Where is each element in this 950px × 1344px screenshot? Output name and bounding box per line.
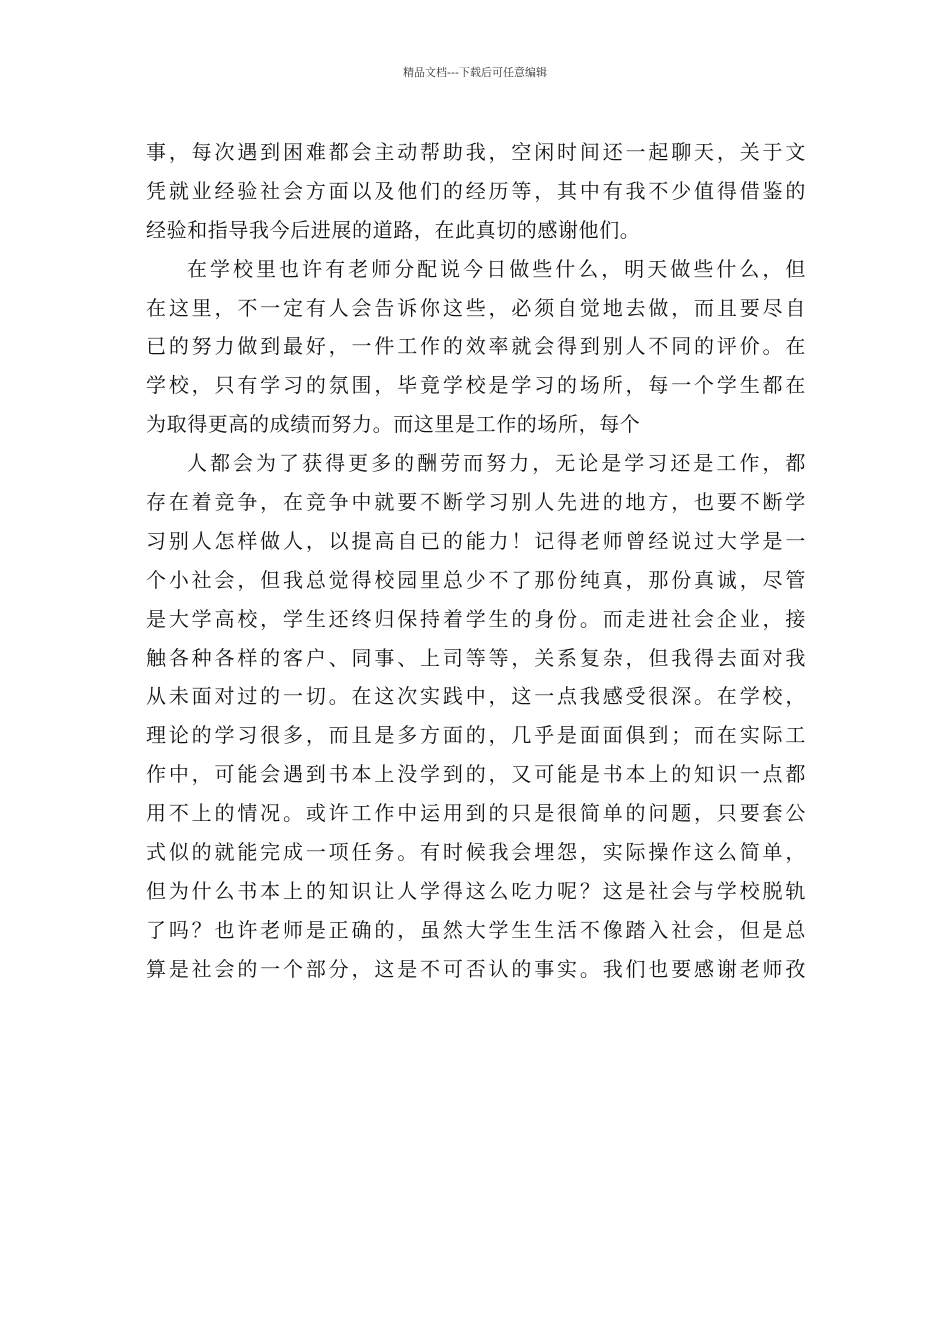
page-header: 精品文档---下载后可任意编辑 bbox=[403, 66, 547, 79]
text-line: 学校，只有学习的氛围，毕竟学校是学习的场所，每一个学生都在 bbox=[146, 373, 806, 398]
text-line: 用不上的情况。或许工作中运用到的只是很简单的问题，只要套公 bbox=[146, 801, 806, 826]
text-line: 了吗？也许老师是正确的，虽然大学生生活不像踏入社会，但是总 bbox=[146, 917, 806, 942]
text-line: 是大学高校，学生还终归保持着学生的身份。而走进社会企业，接 bbox=[146, 606, 806, 631]
text-line: 个小社会，但我总觉得校园里总少不了那份纯真，那份真诚，尽管 bbox=[146, 567, 806, 592]
paragraph-start-line: 人都会为了获得更多的酬劳而努力，无论是学习还是工作，都 bbox=[187, 451, 806, 476]
text-line: 存在着竞争，在竞争中就要不断学习别人先进的地方，也要不断学 bbox=[146, 490, 806, 515]
text-line: 事，每次遇到困难都会主动帮助我，空闲时间还一起聊天，关于文 bbox=[146, 140, 806, 164]
text-line: 但为什么书本上的知识让人学得这么吃力呢？这是社会与学校脱轨 bbox=[146, 878, 806, 903]
text-line: 已的努力做到最好，一件工作的效率就会得到别人不同的评价。在 bbox=[146, 334, 806, 359]
text-line: 为取得更高的成绩而努力。而这里是工作的场所，每个 bbox=[146, 412, 641, 437]
text-line: 式似的就能完成一项任务。有时候我会埋怨，实际操作这么简单， bbox=[146, 840, 806, 865]
text-line: 习别人怎样做人，以提高自已的能力！记得老师曾经说过大学是一 bbox=[146, 528, 806, 553]
text-line: 在这里，不一定有人会告诉你这些，必须自觉地去做，而且要尽自 bbox=[146, 295, 806, 320]
text-line: 作中，可能会遇到书本上没学到的，又可能是书本上的知识一点都 bbox=[146, 762, 806, 787]
text-line: 经验和指导我今后进展的道路，在此真切的感谢他们。 bbox=[146, 217, 641, 242]
text-line: 从未面对过的一切。在这次实践中，这一点我感受很深。在学校， bbox=[146, 684, 806, 709]
text-line: 理论的学习很多，而且是多方面的，几乎是面面俱到；而在实际工 bbox=[146, 723, 806, 748]
body-text bbox=[146, 133, 806, 989]
paragraph-start-line: 在学校里也许有老师分配说今日做些什么，明天做些什么，但 bbox=[187, 256, 806, 281]
text-line: 触各种各样的客户、同事、上司等等，关系复杂，但我得去面对我 bbox=[146, 645, 806, 670]
text-line: 算是社会的一个部分，这是不可否认的事实。我们也要感谢老师孜 bbox=[146, 956, 806, 981]
text-line: 凭就业经验社会方面以及他们的经历等，其中有我不少值得借鉴的 bbox=[146, 178, 806, 203]
